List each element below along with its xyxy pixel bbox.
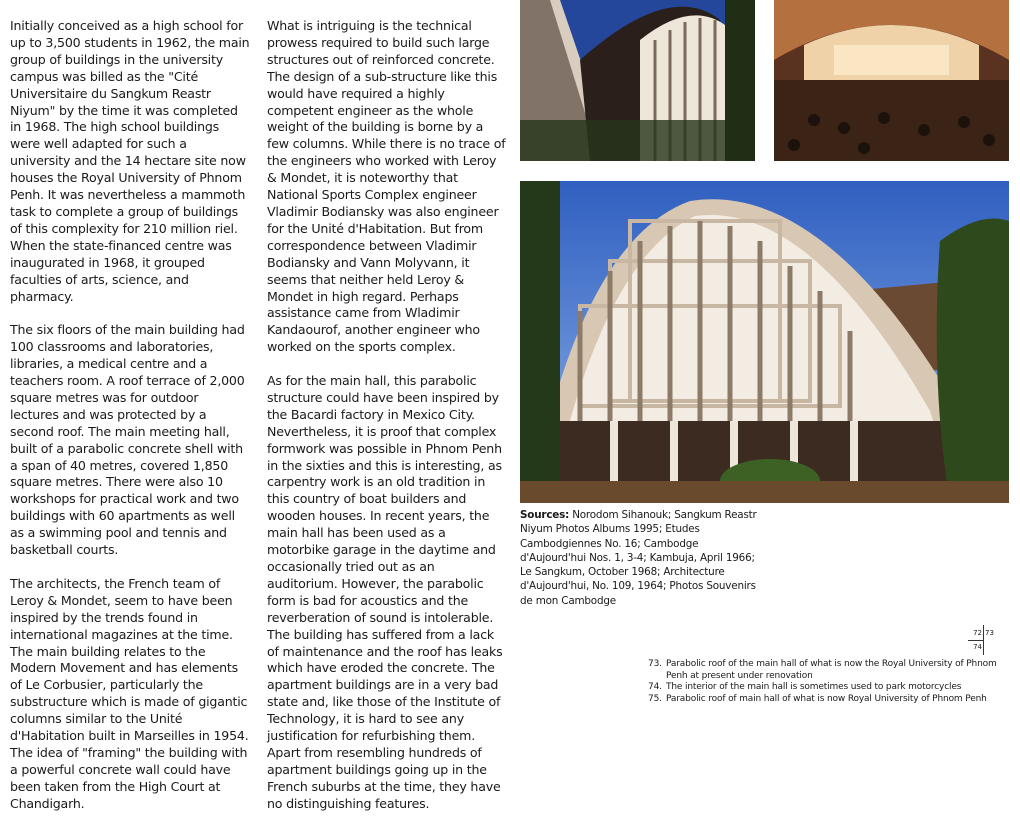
- page-number: 74: [973, 643, 982, 651]
- paragraph: Initially conceived as a high school for up to 3,500 students in 1962, the main group of buildings in the university campus was billed as the "Cité Universitaire du Sangkum Reastr Niyum" by the time it was completed in 1968. The high school buildings were well adapted for such a university and the 14 hectare site now houses the Royal University of Phnom Penh. It was nevertheless a mammoth task to complete a group of buildings of this complexity for 210 million riel. When the state-financed centre was inaugurated in 1968, it grouped faculties of arts, science, and pharmacy.: [10, 18, 250, 304]
- caption: [648, 682, 1018, 694]
- caption-number: 73.: [648, 659, 662, 669]
- photo-captions: [648, 659, 1018, 705]
- photo-parabolic-roof-main-hall: [520, 181, 1009, 503]
- caption-text: The interior of the main hall is sometimes used to park motorcycles: [666, 682, 962, 692]
- caption-number: 74.: [648, 682, 662, 692]
- sources-label: Sources:: [520, 509, 570, 521]
- caption: [648, 659, 1018, 682]
- text-column-2: [267, 18, 507, 829]
- photo-parabolic-roof-exterior: [520, 0, 755, 161]
- paragraph: As for the main hall, this parabolic structure could have been inspired by the Bacardi factory in Mexico City. Nevertheless, it is proof that complex formwork was possible in Phnom Penh in the sixties and this is interesting, as carpentry work is an old tradition in this country of boat builders and wooden houses. In recent years, the main hall has been used as a motorbike garage in the daytime and occasionally tried out as an auditorium. However, the parabolic form is bad for acoustics and the reverberation of sound is intolerable. The building has suffered from a lack of maintenance and the roof has leaks which have eroded the concrete. The apartment buildings are in a very bad state and, like those of the Institute of Technology, it is hard to see any justification for refurbishing them. Apart from resembling hundreds of apartment buildings going up in the French suburbs at the time, they have no distinguishing features.: [267, 373, 503, 811]
- caption: [648, 694, 1018, 706]
- page-number: 73: [985, 629, 994, 637]
- paragraph: The six floors of the main building had 100 classrooms and laboratories, libraries, a medical centre and a teachers room. A roof terrace of 2,000 square metres was for outdoor lectures and was protected by a second roof. The main meeting hall, built of a parabolic concrete shell with a span of 40 metres, covered 1,850 square metres. There were also 10 workshops for practical work and two buildings with 60 apartments as well as a swimming pool and tennis and basketball courts.: [10, 322, 245, 558]
- caption-number: 75.: [648, 693, 662, 704]
- text-column-1: [10, 18, 250, 829]
- photo-hall-interior: [774, 0, 1009, 161]
- caption-text: Parabolic roof of the main hall of what is now the Royal University of Phnom Penh at present under renovation: [666, 659, 997, 681]
- page-number: 72: [973, 629, 982, 637]
- caption-text: Parabolic roof of main hall of what is now Royal University of Phnom Penh: [666, 693, 987, 704]
- paragraph: The architects, the French team of Leroy & Mondet, seem to have been inspired by the trends found in international magazines at the time. The main building relates to the Modern Movement and has elements of Le Corbusier, particularly the substructure which is made of gigantic columns similar to the Unité d'Habitation built in Marseilles in 1954. The idea of "framing" the building with a powerful concrete wall could have been taken from the High Court at Chandigarh.: [10, 575, 249, 811]
- sources-text: Norodom Sihanouk; Sangkum Reastr Niyum Photos Albums 1995; Etudes Cambodgiennes No. 16; Cambodge d'Aujourd'hui Nos. 1, 3-4; Kambuja, April 1966; Le Sangkum, October 1968; Architecture d'Aujourd'hui, No. 109, 1964; Photos Souvenirs de mon Cambodge: [520, 509, 757, 607]
- sources-note: [520, 508, 765, 608]
- paragraph: What is intriguing is the technical prowess required to build such large structures out of reinforced concrete. The design of a sub-structure like this would have required a highly competent engineer as the whole weight of the building is borne by a few columns. While there is no trace of the engineers who worked with Leroy & Mondet, it is noteworthy that National Sports Complex engineer Vladimir Bodiansky was also engineer for the Unité d'Habitation. But from correspondence between Vladimir Bodiansky and Vann Molyvann, it seems that neither held Leroy & Mondet in high regard. Perhaps assistance came from Wladimir Kandaourof, another engineer who worked on the sports complex.: [267, 18, 506, 355]
- page-number-marker: [968, 625, 998, 655]
